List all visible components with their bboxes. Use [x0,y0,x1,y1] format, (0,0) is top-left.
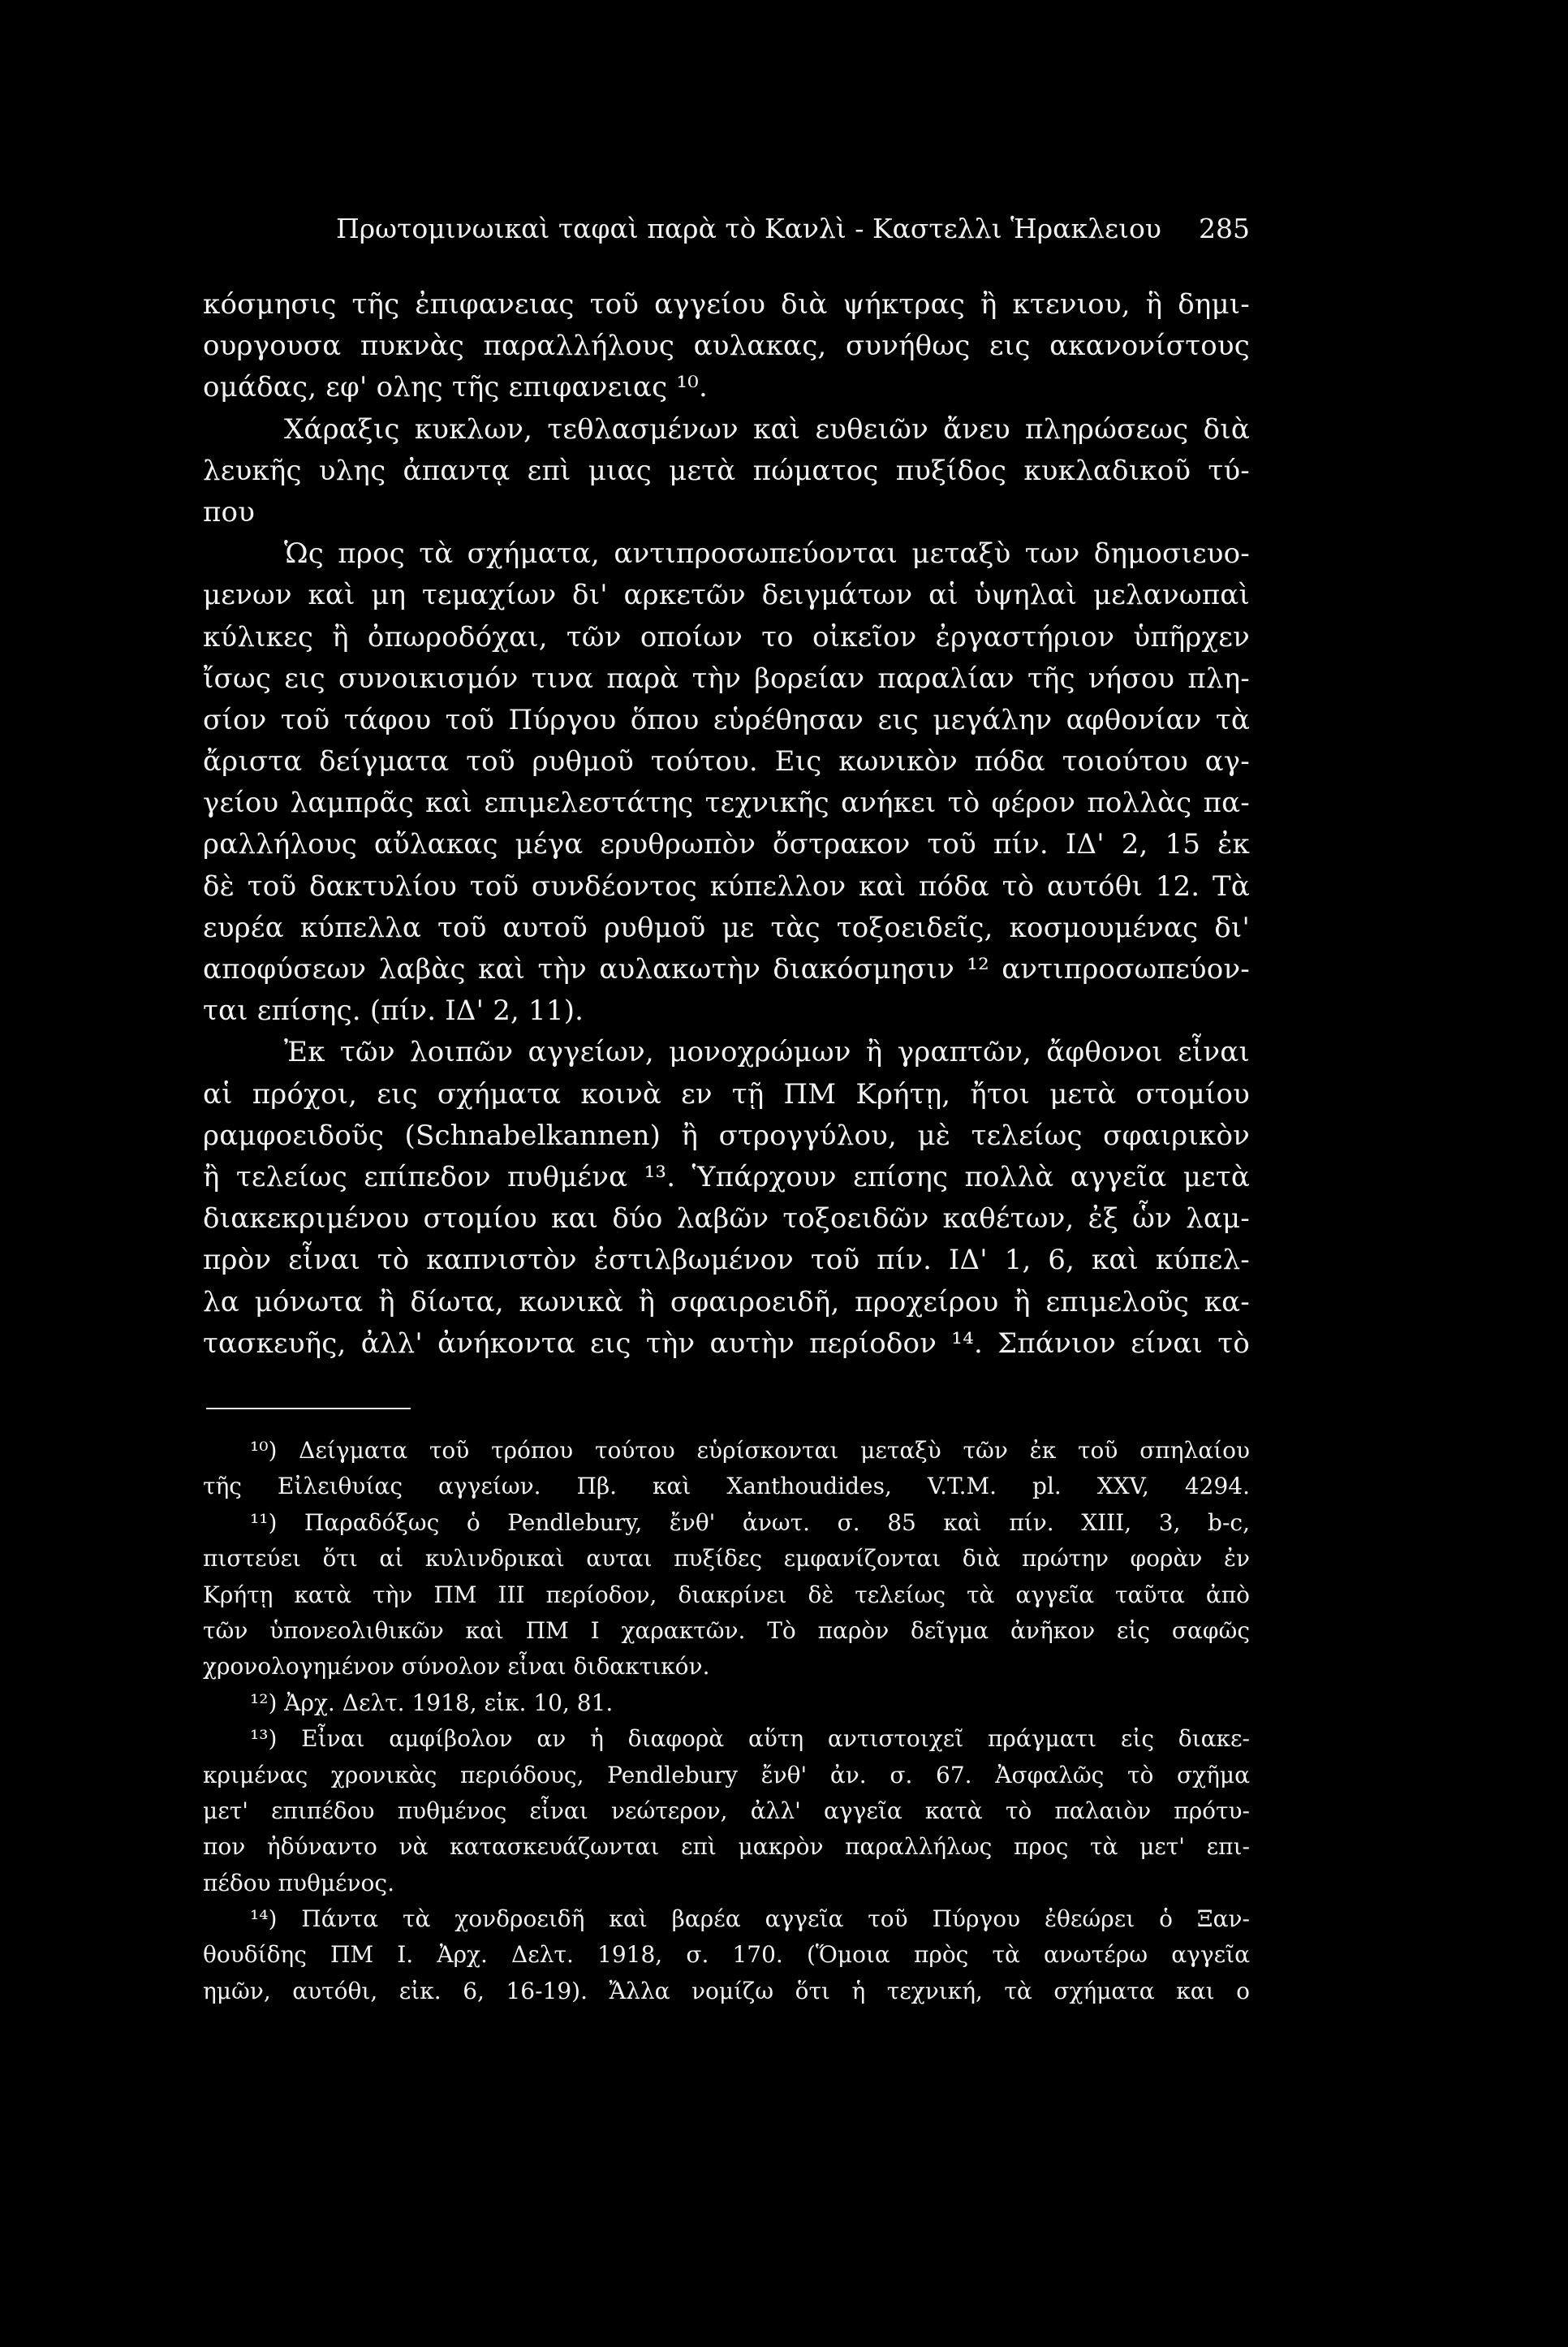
footnote-line: ¹³) Εἶναι αμφίβολον αν ἡ διαφορὰ αὕτη αντιστοιχεῖ πράγματι εἰς διακε- [250,1725,1250,1753]
running-header [336,213,1250,245]
footnote-line: ημῶν, αυτόθι, εἰκ. 6, 16-19). Ἄλλα νομίζω ὅτι ἡ τεχνική, τὰ σχήματα και ο [203,1977,1250,2004]
footnote-line: πον ἠδύναντο νὰ κατασκευάζωνται επὶ μακρὸν παραλλήλως προς τὰ μετ' επι- [203,1833,1250,1861]
text-line: ἴσως εις συνοικισμόν τινα παρὰ τὴν βορείαν παραλίαν τῆς νήσου πλη- [203,662,1250,695]
text-line: λευκῆς υλης ἀπαντᾳ επὶ μιας μετὰ πώματος πυξίδος κυκλαδικοῦ τύ- [203,454,1250,487]
text-line: ραμφοειδοῦς (Schnabelkannen) ἢ στρογγύλου, μὲ τελείως σφαιρικὸν [203,1119,1250,1152]
text-line: ἄριστα δείγματα τοῦ ρυθμοῦ τούτου. Εις κωνικὸν πόδα τοιούτου αγ- [203,745,1250,779]
footnote-line: θουδίδης ΠΜ Ι. Ἀρχ. Δελτ. 1918, σ. 170. (Ὅμοια πρὸς τὰ ανωτέρω αγγεῖα [203,1941,1250,1969]
text-line: μενων καὶ μη τεμαχίων δι' αρκετῶν δειγμάτων αἱ ὑψηλαὶ μελανωπαὶ [203,579,1250,612]
footnote-line: χρονολογημένον σύνολον εἶναι διδακτικόν. [203,1653,710,1680]
text-line: σίον τοῦ τάφου τοῦ Πύργου ὅπου εὑρέθησαν εις μεγάλην αφθονίαν τὰ [203,703,1250,736]
text-line: που [203,495,256,529]
text-line: Ἐκ τῶν λοιπῶν αγγείων, μονοχρώμων ἢ γραπτῶν, ἄφθονοι εἶναι [284,1036,1250,1069]
footnote-line: τῆς Εἰλειθυίας αγγείων. Πβ. καὶ Xanthoudides, V.T.M. pl. XXV, 4294. [203,1473,1250,1500]
text-line: γείου λαμπρᾶς καὶ επιμελεστάτης τεχνικῆς ανήκει τὸ φέρον πολλὰς πα- [203,787,1250,820]
footnote-line: ¹¹) Παραδόξως ὁ Pendlebury, ἔνθ' ἀνωτ. σ. 85 καὶ πίν. XIII, 3, b-c, [250,1508,1250,1536]
text-line: διακεκριμένου στομίου και δύο λαβῶν τοξοειδῶν καθέτων, ἐξ ὧν λαμ- [203,1202,1250,1236]
footnote-line: ¹²) Ἀρχ. Δελτ. 1918, εἰκ. 10, 81. [250,1689,614,1716]
text-line: ραλλήλους αὔλακας μέγα ερυθρωπὸν ὄστρακον τοῦ πίν. ΙΔ' 2, 15 ἐκ [203,828,1250,861]
text-line: ται επίσης. (πίν. ΙΔ' 2, 11). [203,994,584,1028]
text-line: Χάραξις κυκλων, τεθλασμένων καὶ ευθειῶν ἄνευ πληρώσεως διὰ [284,412,1250,446]
footnote-line: τῶν ὑπονεολιθικῶν καὶ ΠΜ Ι χαρακτῶν. Τὸ παρὸν δεῖγμα ἀνῆκον εἰς σαφῶς [203,1616,1250,1644]
footnote-line: ¹⁰) Δείγματα τοῦ τρόπου τούτου εὑρίσκονται μεταξὺ τῶν ἐκ τοῦ σπηλαίου [250,1437,1250,1464]
text-line: κόσμησις τῆς ἐπιφανειας τοῦ αγγείου διὰ ψήκτρας ἢ κτενιου, ἣ δημι- [203,288,1250,321]
main-text [203,284,1250,1365]
text-line: ἢ τελείως επίπεδον πυθμένα ¹³. Ὑπάρχουν επίσης πολλὰ αγγεῖα μετὰ [203,1160,1250,1193]
footnotes [203,1433,1250,2009]
text-line: λα μόνωτα ἢ δίωτα, κωνικὰ ἢ σφαιροειδῆ, προχείρου ἢ επιμελοῦς κα- [203,1285,1250,1318]
footnote-line: Κρήτῃ κατὰ τὴν ΠΜ ΙΙΙ περίοδον, διακρίνει δὲ τελείως τὰ αγγεῖα ταῦτα ἀπὸ [203,1581,1250,1608]
footnote-separator [206,1408,411,1409]
footnote-line: πιστεύει ὅτι αἱ κυλινδρικαὶ αυται πυξίδες εμφανίζονται διὰ πρώτην φορὰν ἐν [203,1545,1250,1573]
footnote-line: πέδου πυθμένος. [203,1869,394,1896]
page-number: 285 [1199,213,1250,244]
text-line: τασκευῆς, ἀλλ' ἀνήκοντα εις τὴν αυτὴν περίοδον ¹⁴. Σπάνιον είναι τὸ [203,1327,1250,1360]
running-title: Πρωτομινωικαὶ ταφαὶ παρὰ τὸ Κανλὶ - Καστελλι Ἡρακλειου [336,213,1161,244]
footnote-line: μετ' επιπέδου πυθμένος εἶναι νεώτερον, ἀλλ' αγγεῖα κατὰ τὸ παλαιὸν πρότυ- [203,1797,1250,1824]
text-line: δὲ τοῦ δακτυλίου τοῦ συνδέοντος κύπελλον καὶ πόδα τὸ αυτόθι 12. Τὰ [203,869,1250,903]
text-line: Ὡς προς τὰ σχήματα, αντιπροσωπεύονται μεταξὺ των δημοσιευο- [284,537,1250,571]
text-line: ευρέα κύπελλα τοῦ αυτοῦ ρυθμοῦ με τὰς τοξοειδεῖς, κοσμουμένας δι' [203,911,1250,944]
text-line: πρὸν εἶναι τὸ καπνιστὸν ἐστιλβωμένον τοῦ πίν. ΙΔ' 1, 6, καὶ κύπελ- [203,1244,1250,1277]
text-line: αποφύσεων λαβὰς καὶ τὴν αυλακωτὴν διακόσμησιν ¹² αντιπροσωπεύον- [203,953,1250,986]
footnote-line: κριμένας χρονικὰς περιόδους, Pendlebury ἔνθ' ἀν. σ. 67. Ἀσφαλῶς τὸ σχῆμα [203,1761,1250,1788]
text-line: αἱ πρόχοι, εις σχήματα κοινὰ εν τῇ ΠΜ Κρήτῃ, ἤτοι μετὰ στομίου [203,1077,1250,1111]
text-line: κύλικες ἢ ὀπωροδόχαι, τῶν οποίων το οἰκεῖον ἐργαστήριον ὑπῆρχεν [203,620,1250,654]
text-line: ομάδας, εφ' ολης τῆς επιφανειας ¹⁰. [203,371,709,404]
text-line: ουργουσα πυκνὰς παραλλήλους αυλακας, συνήθως εις ακανονίστους [203,330,1250,363]
footnote-line: ¹⁴) Πάντα τὰ χονδροειδῆ καὶ βαρέα αγγεῖα τοῦ Πύργου ἐθεώρει ὁ Ξαν- [250,1905,1250,1933]
